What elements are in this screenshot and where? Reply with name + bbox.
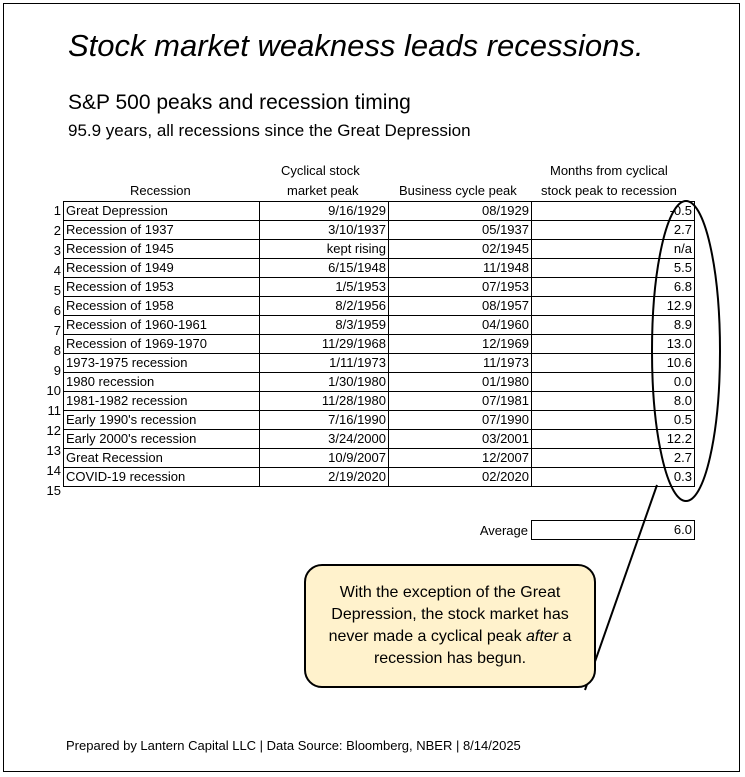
page-subtitle: S&P 500 peaks and recession timing [68,91,411,114]
market-peak-cell: 6/15/1948 [260,259,389,278]
cycle-peak-cell: 08/1929 [389,202,532,221]
table-row [64,335,695,354]
months-cell: 8.9 [532,316,695,335]
recession-name-cell: Recession of 1937 [64,221,260,240]
row-number: 13 [46,443,61,458]
page-title: Stock market weakness leads recessions. [68,28,644,63]
table-row [64,430,695,449]
market-peak-cell: 3/24/2000 [260,430,389,449]
table-row [64,316,695,335]
footer-source: Prepared by Lantern Capital LLC | Data Source: Bloomberg, NBER | 8/14/2025 [66,738,521,753]
recession-name-cell: Recession of 1953 [64,278,260,297]
recession-name-cell: Early 2000's recession [64,430,260,449]
table-row [64,240,695,259]
months-cell: n/a [532,240,695,259]
callout-box [304,564,596,688]
recession-name-cell: 1973-1975 recession [64,354,260,373]
months-cell: 6.8 [532,278,695,297]
months-cell: 10.6 [532,354,695,373]
months-cell: 0.3 [532,468,695,487]
header-business-cycle-peak: Business cycle peak [399,183,517,198]
table-row [64,373,695,392]
cycle-peak-cell: 07/1981 [389,392,532,411]
header-months-line1: Months from cyclical [550,163,668,178]
row-number: 1 [53,203,61,218]
cycle-peak-cell: 04/1960 [389,316,532,335]
months-cell: -0.5 [532,202,695,221]
header-recession: Recession [130,183,191,198]
callout-text-emphasis: after [526,628,559,645]
row-number: 12 [46,423,61,438]
row-number: 7 [53,323,61,338]
callout-text-before: With the exception of the Great Depression, the stock market has never made a cyclical peak [328,584,569,645]
table-row [64,354,695,373]
recession-name-cell: COVID-19 recession [64,468,260,487]
market-peak-cell: 1/30/1980 [260,373,389,392]
market-peak-cell: 9/16/1929 [260,202,389,221]
months-cell: 13.0 [532,335,695,354]
market-peak-cell: 8/3/1959 [260,316,389,335]
header-market-peak-line1: Cyclical stock [281,163,360,178]
recession-name-cell: 1980 recession [64,373,260,392]
row-number: 10 [46,383,61,398]
cycle-peak-cell: 01/1980 [389,373,532,392]
recession-name-cell: Great Depression [64,202,260,221]
months-cell: 5.5 [532,259,695,278]
cycle-peak-cell: 12/1969 [389,335,532,354]
recession-name-cell: Early 1990's recession [64,411,260,430]
table-row [64,297,695,316]
market-peak-cell: 3/10/1937 [260,221,389,240]
cycle-peak-cell: 08/1957 [389,297,532,316]
table-row [64,411,695,430]
market-peak-cell: 8/2/1956 [260,297,389,316]
table-row [64,449,695,468]
market-peak-cell: 11/28/1980 [260,392,389,411]
cycle-peak-cell: 11/1948 [389,259,532,278]
market-peak-cell: 1/5/1953 [260,278,389,297]
row-number: 15 [46,483,61,498]
average-value: 6.0 [531,520,695,540]
months-cell: 2.7 [532,449,695,468]
months-cell: 0.5 [532,411,695,430]
table-row [64,278,695,297]
recession-name-cell: 1981-1982 recession [64,392,260,411]
months-cell: 8.0 [532,392,695,411]
header-months-line2: stock peak to recession [541,183,677,198]
market-peak-cell: 11/29/1968 [260,335,389,354]
average-label: Average [479,523,528,538]
cycle-peak-cell: 11/1973 [389,354,532,373]
recession-name-cell: Recession of 1949 [64,259,260,278]
table-row [64,202,695,221]
callout-text-after: a recession has begun. [373,628,572,667]
recession-name-cell: Recession of 1945 [64,240,260,259]
callout-text [320,582,580,670]
table-row [64,468,695,487]
cycle-peak-cell: 02/2020 [389,468,532,487]
market-peak-cell: kept rising [260,240,389,259]
row-number: 14 [46,463,61,478]
table-row [64,392,695,411]
row-number: 11 [47,403,61,418]
row-number: 6 [53,303,61,318]
market-peak-cell: 2/19/2020 [260,468,389,487]
page-subtitle-detail: 95.9 years, all recessions since the Great Depression [68,121,471,140]
market-peak-cell: 1/11/1973 [260,354,389,373]
cycle-peak-cell: 05/1937 [389,221,532,240]
months-cell: 12.9 [532,297,695,316]
row-number: 8 [53,343,61,358]
cycle-peak-cell: 07/1953 [389,278,532,297]
recession-name-cell: Recession of 1960-1961 [64,316,260,335]
cycle-peak-cell: 03/2001 [389,430,532,449]
row-number: 5 [53,283,61,298]
months-cell: 12.2 [532,430,695,449]
cycle-peak-cell: 02/1945 [389,240,532,259]
row-number: 4 [53,263,61,278]
cycle-peak-cell: 12/2007 [389,449,532,468]
header-market-peak-line2: market peak [287,183,359,198]
market-peak-cell: 7/16/1990 [260,411,389,430]
recession-name-cell: Recession of 1969-1970 [64,335,260,354]
months-cell: 2.7 [532,221,695,240]
recession-name-cell: Great Recession [64,449,260,468]
recession-name-cell: Recession of 1958 [64,297,260,316]
row-number: 2 [53,223,61,238]
table-row [64,259,695,278]
row-number: 3 [53,243,61,258]
table-row [64,221,695,240]
months-cell: 0.0 [532,373,695,392]
row-number: 9 [53,363,61,378]
cycle-peak-cell: 07/1990 [389,411,532,430]
market-peak-cell: 10/9/2007 [260,449,389,468]
recession-table [63,201,695,487]
